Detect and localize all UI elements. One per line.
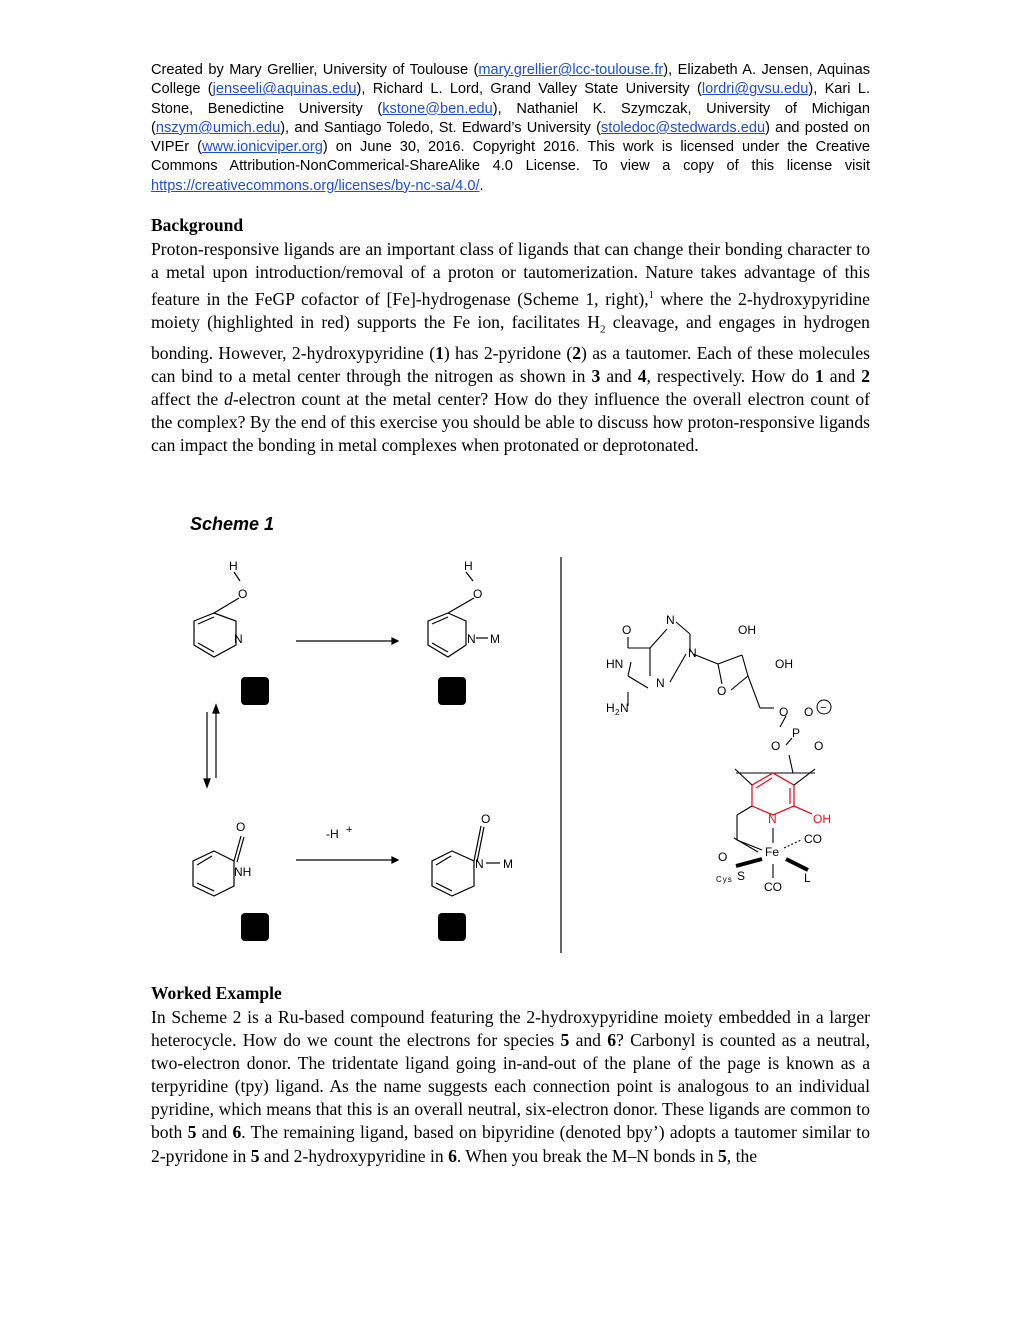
atom-label: S xyxy=(737,869,746,883)
credits-text: ) and posted on VIPEr ( xyxy=(151,119,870,156)
compound-number-box xyxy=(241,913,269,941)
atom-label: CO xyxy=(764,880,782,894)
atom-label: O xyxy=(481,812,491,826)
email-link-lord[interactable]: lordri@gvsu.edu xyxy=(701,81,809,98)
credits-text: ), and Santiago Toledo, St. Edward’s University ( xyxy=(280,119,601,136)
text: ) has 2-pyridone ( xyxy=(443,342,573,363)
atom-label: O xyxy=(622,623,632,637)
atom-label: N xyxy=(688,646,697,660)
atom-label: N xyxy=(656,676,665,690)
compound-ref: 4 xyxy=(637,365,647,386)
viper-link[interactable]: www.ionicviper.org xyxy=(202,139,323,156)
text: In Scheme 2 is a Ru-based compound featuring the 2-hydroxypyridine moiety embedded in a larger heterocycle. How do we count the electrons for species xyxy=(151,1007,870,1051)
molecule-4 xyxy=(432,826,500,896)
credits-text: ), Elizabeth A. Jensen, Aquinas College ( xyxy=(151,62,870,98)
text: . The remaining ligand, based on bipyridine (denoted bpy’) adopts a tautomer similar to 2-pyridone in xyxy=(151,1122,870,1166)
email-link-grellier[interactable]: mary.grellier@lcc-toulouse.fr xyxy=(478,62,664,78)
atom-label: H xyxy=(464,559,473,573)
atom-label: HN xyxy=(606,657,624,671)
atom-label: N xyxy=(475,857,484,871)
atom-label: O xyxy=(804,705,814,719)
atom-label: M xyxy=(490,632,500,646)
compound-ref: 3 xyxy=(591,365,601,386)
atom-label: Fe xyxy=(765,845,780,859)
compound-ref: 2 xyxy=(861,365,870,386)
reaction-label: + xyxy=(346,824,353,836)
text: cleavage, and engages in hydrogen bonding. However, 2-hydroxypyridine ( xyxy=(151,312,870,363)
credits-text: ), Richard L. Lord, Grand Valley State University ( xyxy=(356,81,702,98)
credits-text: . xyxy=(479,177,484,194)
compound-ref: 5 xyxy=(250,1145,260,1166)
equilibrium-arrows xyxy=(204,705,219,787)
text: and xyxy=(600,365,638,386)
arrow-2-to-4 xyxy=(296,857,398,863)
atom-label: M xyxy=(503,857,513,871)
text: affect the xyxy=(151,388,225,409)
atom-label: N xyxy=(620,701,629,715)
atom-label: NH xyxy=(234,865,252,879)
charge-label: − xyxy=(820,702,827,714)
subscript: 2 xyxy=(600,323,606,336)
worked-example-paragraph xyxy=(151,1006,870,1168)
compound-number-box xyxy=(438,677,466,705)
atom-label: CO xyxy=(804,832,822,846)
atom-label: OH xyxy=(738,623,756,637)
text: Proton-responsive ligands are an important class of ligands that can change their bonding character to a metal upon introduction/removal of a proton or tautomerization. Nature takes advantage of this feature in the FeGP cofactor of [Fe]-hydrogenase (Scheme 1, right), xyxy=(151,239,870,310)
email-link-toledo[interactable]: stoledoc@stedwards.edu xyxy=(600,119,766,136)
credits-text: ) on June 30, 2016. Copyright 2016. This work is licensed under the Creative Commons Attribution-NonCommerical-ShareAlike 4.0 License. To view a copy of this license visit xyxy=(151,139,871,175)
hydroxypyridine-highlight xyxy=(752,773,812,815)
license-link[interactable]: https://creativecommons.org/licenses/by-nc-sa/4.0/ xyxy=(151,177,480,194)
atom-label: O xyxy=(236,820,246,834)
text: ? Carbonyl is counted as a neutral, two-electron donor. The tridentate ligand going in-and-out of the plane of the page is known as a terpyridine (tpy) ligand. As the name suggests each connection point is analogous to an individual pyridine, which means that this is an overall neutral, six-electron donor. These ligands are common to both xyxy=(151,1030,870,1143)
compound-ref: 6 xyxy=(232,1122,242,1143)
worked-example-heading: Worked Example xyxy=(151,983,282,1003)
text: and xyxy=(569,1030,608,1051)
atom-label: H xyxy=(606,701,615,715)
methyl-bonds xyxy=(735,769,815,815)
text: . When you break the M–N bonds in xyxy=(456,1145,718,1166)
text: , the xyxy=(726,1145,758,1166)
reference-marker: 1 xyxy=(648,290,654,302)
atom-label: N xyxy=(234,632,243,646)
text: and xyxy=(196,1122,233,1143)
arrow-1-to-3 xyxy=(296,638,398,644)
compound-ref: 6 xyxy=(607,1030,617,1051)
atom-label: N xyxy=(467,632,476,646)
reaction-label: -H xyxy=(326,827,339,841)
text: where the 2-hydroxypyridine moiety (highlighted in red) supports the Fe ion, facilitates H xyxy=(151,289,870,333)
atom-label: O xyxy=(473,587,483,601)
text: and xyxy=(823,365,862,386)
atom-label: 2 xyxy=(615,708,620,717)
email-link-szymczak[interactable]: nszym@umich.edu xyxy=(155,119,281,136)
email-link-jensen[interactable]: jenseeli@aquinas.edu xyxy=(212,81,357,98)
atom-label: O xyxy=(238,587,248,601)
credits-text: Created by Mary Grellier, University of Toulouse ( xyxy=(151,62,479,78)
italic-d: d xyxy=(224,388,233,409)
atom-label: Cys xyxy=(716,875,733,884)
atom-label: OH xyxy=(775,657,793,671)
scheme-title: Scheme 1 xyxy=(190,514,275,534)
compound-ref: 5 xyxy=(560,1030,570,1051)
text: ) as a tautomer. Each of these molecules can bind to a metal center through the nitrogen as shown in xyxy=(151,342,871,386)
compound-number-box xyxy=(241,677,269,705)
atom-label: O xyxy=(779,705,789,719)
molecule-3 xyxy=(428,572,488,657)
text: and 2-hydroxypyridine in xyxy=(259,1145,449,1166)
atom-label: N xyxy=(768,812,777,826)
credits-text: ), Nathaniel K. Szymczak, University of Michigan ( xyxy=(151,100,871,136)
atom-label: O xyxy=(771,739,781,753)
text: -electron count at the metal center? How do they influence the overall electron count of the complex? By the end of this exercise you should be able to discuss how proton-responsive ligands can impact the bonding in metal complexes when protonated or deprotonated. xyxy=(151,388,870,456)
compound-ref: 1 xyxy=(814,365,824,386)
compound-ref: 5 xyxy=(187,1122,197,1143)
atom-label: N xyxy=(666,613,675,627)
atom-label: P xyxy=(792,726,801,740)
text: , respectively. How do xyxy=(646,365,815,386)
atom-label: L xyxy=(804,871,811,885)
atom-label: O xyxy=(718,850,728,864)
credits-text: ), Kari L. Stone, Benedictine University ( xyxy=(151,81,871,117)
compound-ref: 6 xyxy=(448,1145,457,1166)
atom-label: H xyxy=(229,559,238,573)
atom-label: O xyxy=(814,739,824,753)
compound-ref: 1 xyxy=(435,342,444,363)
compound-ref: 2 xyxy=(572,342,582,363)
email-link-stone[interactable]: kstone@ben.edu xyxy=(382,100,493,117)
background-heading: Background xyxy=(151,215,244,235)
atom-label: O xyxy=(717,684,727,698)
atom-label: OH xyxy=(813,812,831,826)
compound-ref: 5 xyxy=(718,1145,727,1166)
compound-number-box xyxy=(438,913,466,941)
